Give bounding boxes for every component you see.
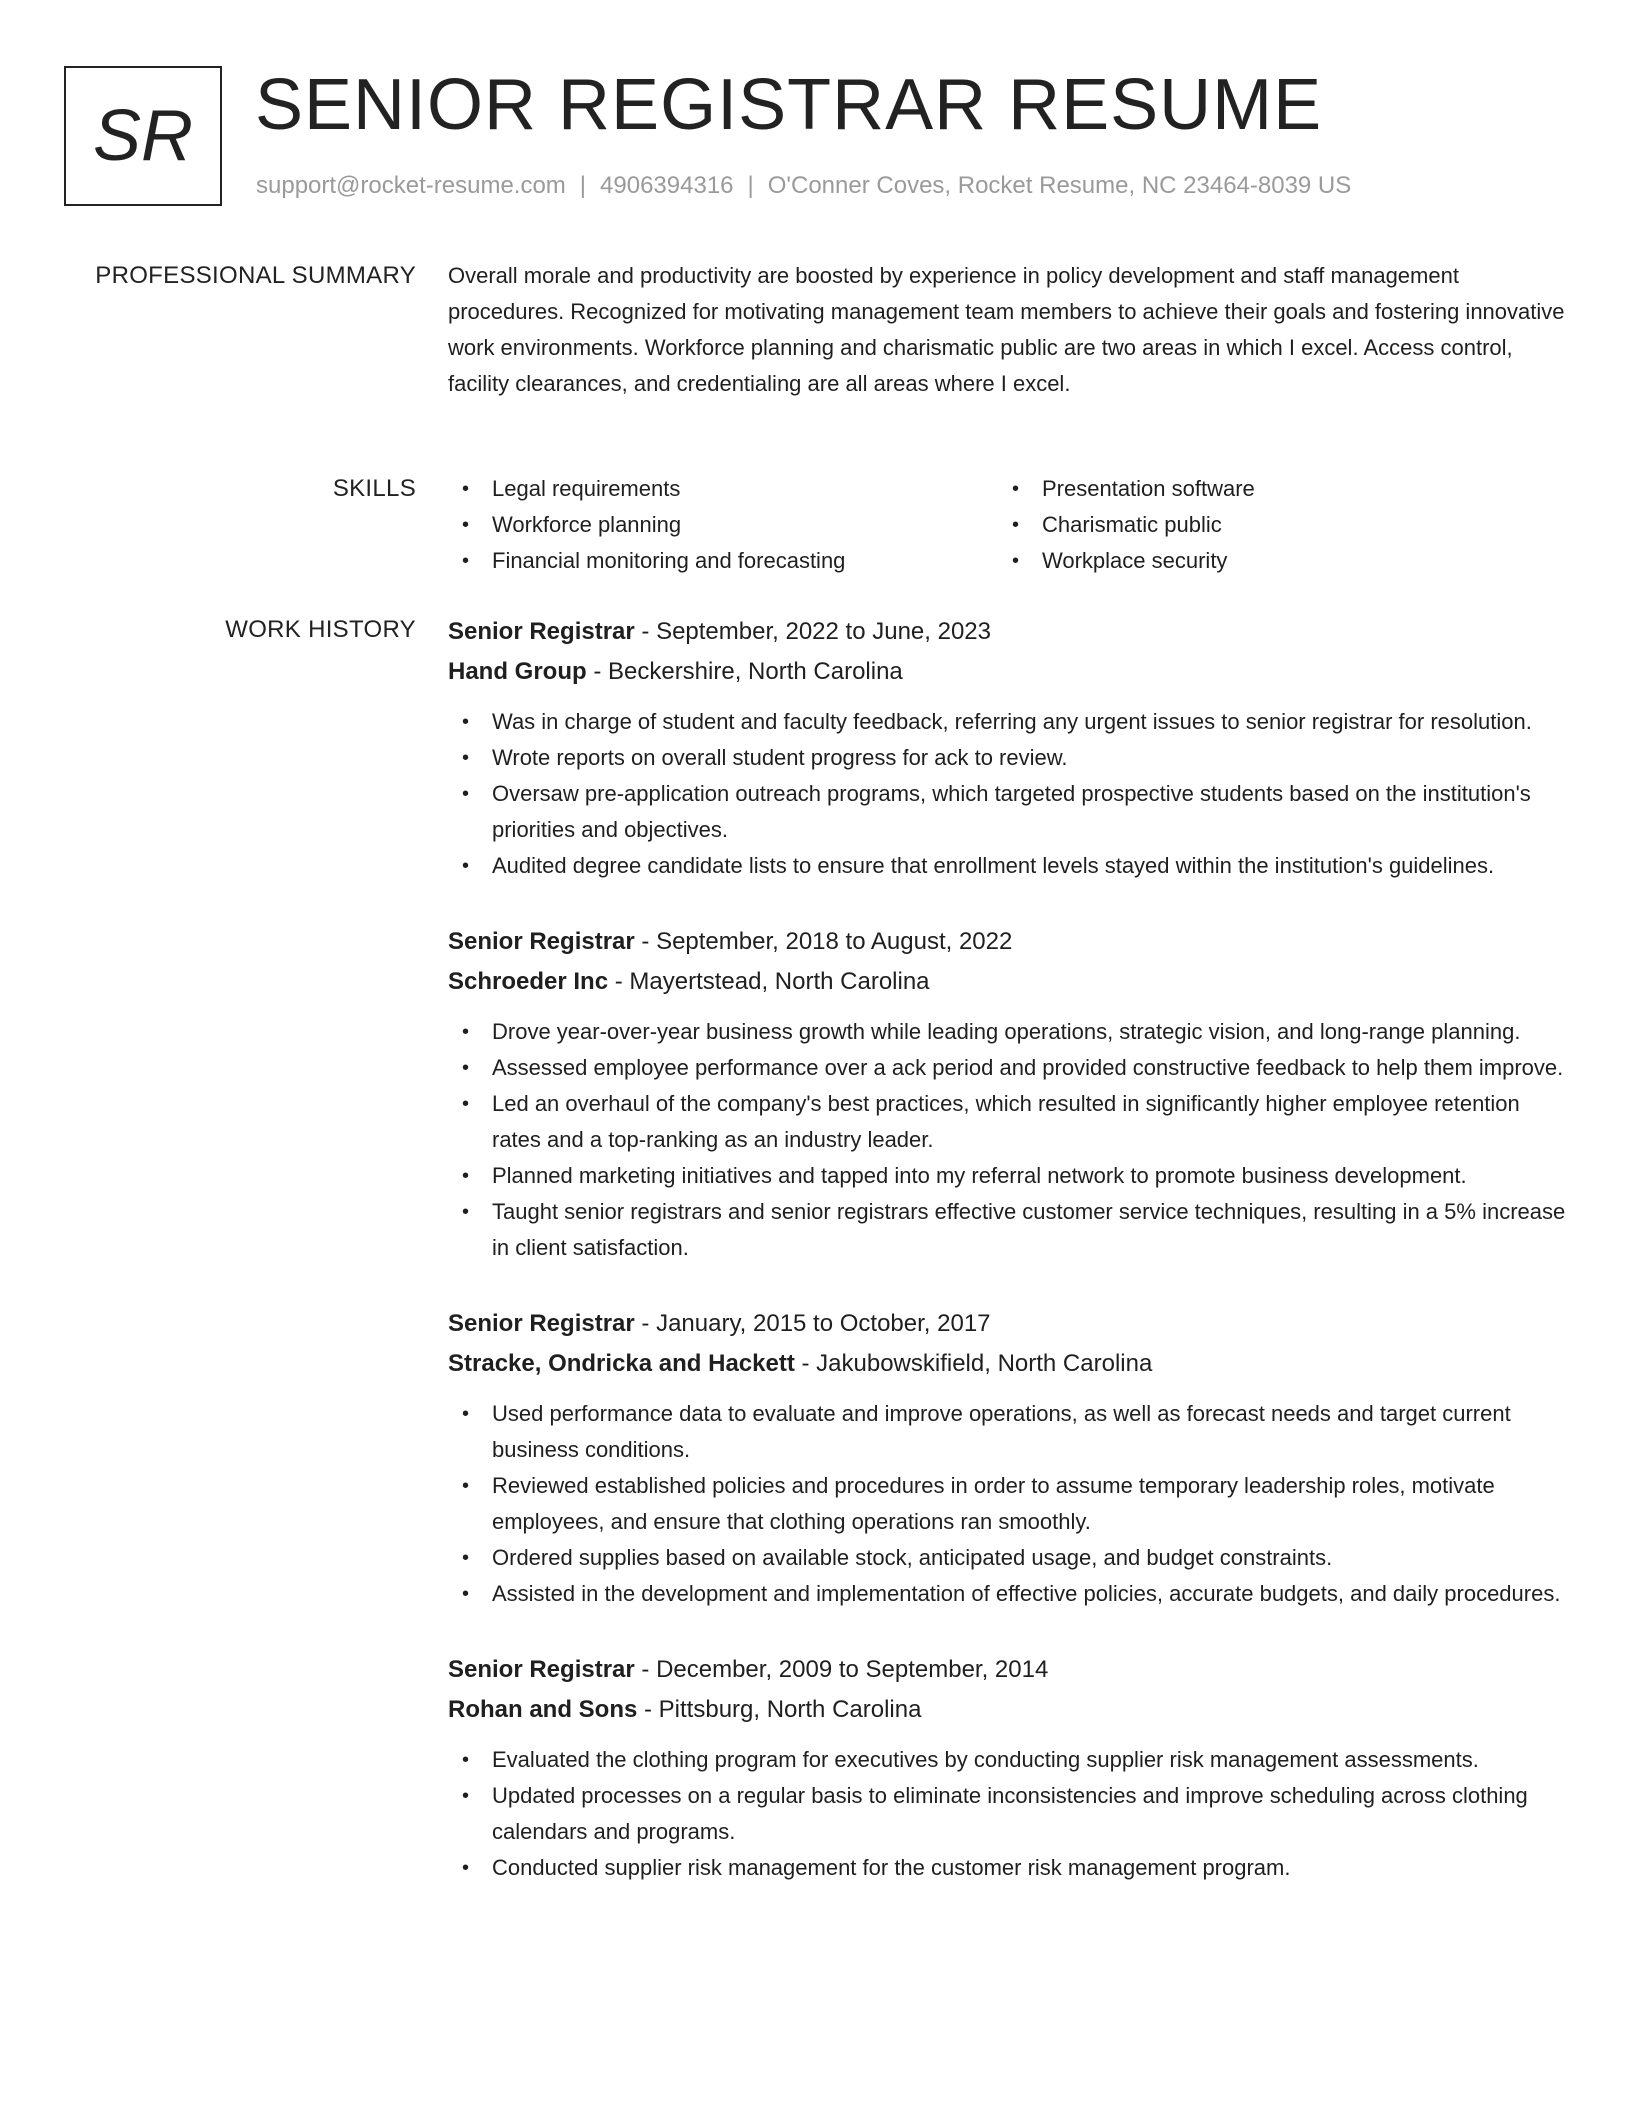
job-bullet: • Audited degree candidate lists to ensure that enrollment levels stayed within the institution's guidelines.: [448, 848, 1568, 884]
job-bullets: [448, 1742, 1568, 1886]
summary-text: Overall morale and productivity are boosted by experience in policy development and staff management procedures. Recognized for motivating management team members to achieve their goals and fostering innovative work environments. Workforce planning and charismatic public are two areas in which I excel. Access control, facility clearances, and credentialing are all areas where I excel.: [448, 263, 1565, 396]
contact-separator: |: [579, 172, 587, 199]
skill-item: • Financial monitoring and forecasting: [448, 543, 998, 579]
job-location: Pittsburg, North Carolina: [658, 1696, 922, 1723]
job-bullets: [448, 1014, 1568, 1266]
skill-item: • Workforce planning: [448, 507, 998, 543]
job-entry: [448, 612, 1568, 884]
work-history-label: WORK HISTORY: [225, 616, 416, 643]
job-bullet: • Led an overhaul of the company's best practices, which resulted in significantly higher employee retention rates and a top-ranking as an industry leader.: [448, 1086, 1568, 1158]
job-title: Senior Registrar: [448, 928, 635, 955]
job-dates: September, 2022 to June, 2023: [656, 618, 991, 645]
contact-separator: |: [747, 172, 754, 199]
job-dates: September, 2018 to August, 2022: [656, 928, 1013, 955]
job-company-line: [448, 1344, 1568, 1384]
job-title-line: [448, 922, 1568, 962]
job-title-line: [448, 612, 1568, 652]
job-company-line: [448, 652, 1568, 692]
job-bullet: • Used performance data to evaluate and improve operations, as well as forecast needs and target current business conditions.: [448, 1396, 1568, 1468]
job-location: Mayertstead, North Carolina: [629, 968, 930, 995]
job-title-line: [448, 1650, 1568, 1690]
job-bullet: • Assisted in the development and implementation of effective policies, accurate budgets, and daily procedures.: [448, 1576, 1568, 1612]
job-bullet: • Assessed employee performance over a ack period and provided constructive feedback to help them improve.: [448, 1050, 1568, 1086]
monogram-box: SR: [64, 66, 222, 206]
job-title: Senior Registrar: [448, 618, 635, 645]
job-title: Senior Registrar: [448, 1310, 635, 1337]
skill-item: • Workplace security: [998, 543, 1568, 579]
job-bullet: • Ordered supplies based on available stock, anticipated usage, and budget constraints.: [448, 1540, 1568, 1576]
skills-list: [448, 471, 1568, 579]
job-dates: December, 2009 to September, 2014: [656, 1656, 1049, 1683]
resume-header: [64, 64, 1568, 214]
job-bullet: • Taught senior registrars and senior registrars effective customer service techniques, resulting in a 5% increase in client satisfaction.: [448, 1194, 1568, 1266]
job-dash: -: [634, 1656, 657, 1683]
contact-line: [256, 172, 1351, 200]
job-dash: -: [634, 928, 657, 955]
job-entry: [448, 1650, 1568, 1886]
job-bullets: [448, 1396, 1568, 1612]
job-bullet: • Oversaw pre-application outreach programs, which targeted prospective students based on the institution's priorities and objectives.: [448, 776, 1568, 848]
job-bullet: • Reviewed established policies and procedures in order to assume temporary leadership roles, motivate employees, and ensure that clothing operations ran smoothly.: [448, 1468, 1568, 1540]
job-dash: -: [608, 968, 630, 995]
job-company: Rohan and Sons: [448, 1696, 638, 1723]
job-bullets: [448, 704, 1568, 884]
job-company: Hand Group: [448, 658, 587, 685]
job-entry: [448, 922, 1568, 1266]
job-bullet: • Planned marketing initiatives and tapped into my referral network to promote business development.: [448, 1158, 1568, 1194]
contact-address: O'Conner Coves, Rocket Resume, NC 23464-8039 US: [767, 172, 1352, 199]
job-title: Senior Registrar: [448, 1656, 635, 1683]
skill-item: • Charismatic public: [998, 507, 1568, 543]
job-bullet: • Wrote reports on overall student progress for ack to review.: [448, 740, 1568, 776]
contact-email[interactable]: support@rocket-resume.com: [256, 172, 566, 199]
job-bullet: • Conducted supplier risk management for the customer risk management program.: [448, 1850, 1568, 1886]
job-bullet: • Evaluated the clothing program for executives by conducting supplier risk management assessments.: [448, 1742, 1568, 1778]
page-title: SENIOR REGISTRAR RESUME: [255, 65, 1323, 145]
job-bullet: • Drove year-over-year business growth while leading operations, strategic vision, and long-range planning.: [448, 1014, 1568, 1050]
job-company: Schroeder Inc: [448, 968, 609, 995]
job-location: Beckershire, North Carolina: [607, 658, 903, 685]
job-dash: -: [637, 1696, 659, 1723]
job-company-line: [448, 1690, 1568, 1730]
contact-phone[interactable]: 4906394316: [600, 172, 734, 199]
job-dash: -: [586, 658, 608, 685]
job-dates: January, 2015 to October, 2017: [656, 1310, 991, 1337]
job-entry: [448, 1304, 1568, 1612]
job-bullet: • Was in charge of student and faculty feedback, referring any urgent issues to senior registrar for resolution.: [448, 704, 1568, 740]
job-dash: -: [794, 1350, 817, 1377]
job-company: Stracke, Ondricka and Hackett: [448, 1350, 795, 1377]
skills-label: SKILLS: [332, 475, 416, 502]
job-bullet: • Updated processes on a regular basis to eliminate inconsistencies and improve scheduling across clothing calendars and programs.: [448, 1778, 1568, 1850]
job-location: Jakubowskifield, North Carolina: [816, 1350, 1153, 1377]
job-company-line: [448, 962, 1568, 1002]
job-dash: -: [634, 618, 657, 645]
skill-item: • Legal requirements: [448, 471, 998, 507]
summary-label: PROFESSIONAL SUMMARY: [95, 262, 416, 289]
skill-item: • Presentation software: [998, 471, 1568, 507]
job-title-line: [448, 1304, 1568, 1344]
job-dash: -: [634, 1310, 657, 1337]
